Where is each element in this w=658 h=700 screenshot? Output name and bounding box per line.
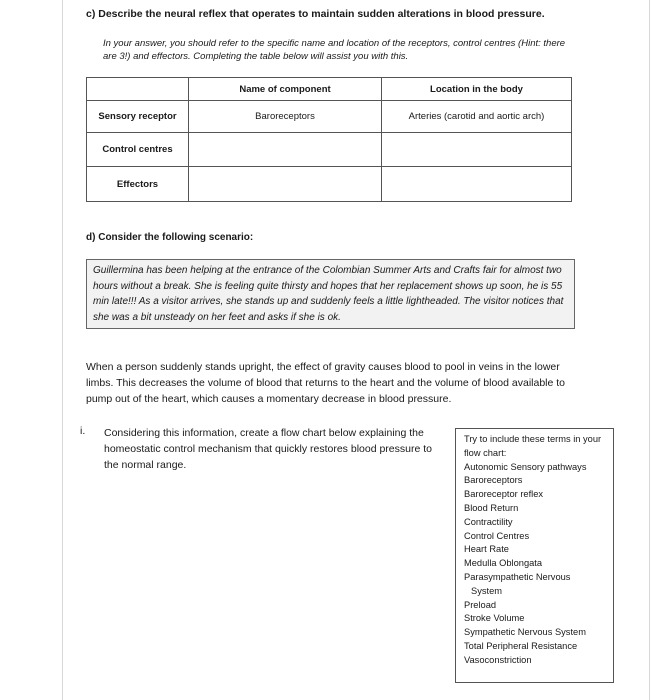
term-label: Baroreceptors [464,475,523,486]
question-c-instruction: In your answer, you should refer to the specific name and location of the receptors, control centres (Hint: there are 3!) and effectors. Completing the table below will assist you with this. [103,38,566,62]
context-paragraph: When a person suddenly stands upright, the effect of gravity causes blood to pool in veins in the lower limbs. This decreases the volume of blood that returns to the heart and the volume of blood available to pump out of the heart, which causes a momentary decrease in blood pressure. [86,361,566,405]
term-label: Preload [464,599,497,610]
term-label: Vasoconstriction [464,654,532,665]
component-table [86,77,572,202]
term-item [464,502,613,516]
term-label: Control Centres [464,530,530,541]
term-item [464,516,613,530]
term-item [464,488,613,502]
term-label: Medulla Oblongata [464,558,543,569]
page-border-left [62,0,63,700]
terms-intro: Try to include these terms in your flow chart: [464,434,602,458]
term-label: Contractility [464,516,513,527]
term-item [464,543,613,557]
question-i-number: i. [80,425,86,437]
terms-box [455,428,614,683]
cell-sensory-location[interactable]: Arteries (carotid and aortic arch) [382,101,572,133]
table-header-name: Name of component [189,78,382,101]
term-label: Stroke Volume [464,613,525,624]
table-header-blank [87,78,189,101]
term-item [464,530,613,544]
term-item [464,654,613,668]
term-label: Blood Return [464,502,519,513]
term-label: Autonomic Sensory pathways [464,461,587,472]
term-label: Total Peripheral Resistance [464,640,578,651]
cell-effectors-name[interactable] [189,167,382,202]
cell-control-name[interactable] [189,133,382,167]
table-header-row [87,78,572,101]
term-label: Heart Rate [464,544,509,555]
cell-sensory-name[interactable]: Baroreceptors [189,101,382,133]
term-item [464,599,613,613]
table-row [87,133,572,167]
row-label-control-centres: Control centres [87,133,189,167]
term-item [464,557,613,571]
term-item [464,474,613,488]
row-label-sensory-receptor: Sensory receptor [87,101,189,133]
cell-control-location[interactable] [382,133,572,167]
question-c-heading: c) Describe the neural reflex that operates to maintain sudden alterations in blood pressure. [86,8,545,20]
scenario-box: Guillermina has been helping at the entrance of the Colombian Summer Arts and Crafts fair for almost two hours without a break. She is feeling quite thirsty and hopes that her replacement shows up soon, he is 55 min late!!! As a visitor arrives, she stands up and suddenly feels a little lightheaded. The visitor notices that she was a bit unsteady on her feet and asks if she is ok. [86,259,575,329]
term-item [464,626,613,640]
cell-effectors-location[interactable] [382,167,572,202]
term-label: Sympathetic Nervous System [464,627,586,638]
term-label: Baroreceptor reflex [464,489,544,500]
question-d-heading: d) Consider the following scenario: [86,232,254,243]
table-row [87,101,572,133]
question-i-text: Considering this information, create a flow chart below explaining the homeostatic control mechanism that quickly restores blood pressure to the normal range. [104,427,432,471]
term-label: Parasympathetic Nervous [464,571,571,582]
term-item [464,461,613,475]
terms-list [464,461,613,668]
row-label-effectors: Effectors [87,167,189,202]
table-row [87,167,572,202]
term-label-continuation: System [471,585,502,596]
table-header-location: Location in the body [382,78,572,101]
term-item [464,571,613,599]
term-item [464,640,613,654]
term-item [464,612,613,626]
page-border-right [649,0,650,700]
